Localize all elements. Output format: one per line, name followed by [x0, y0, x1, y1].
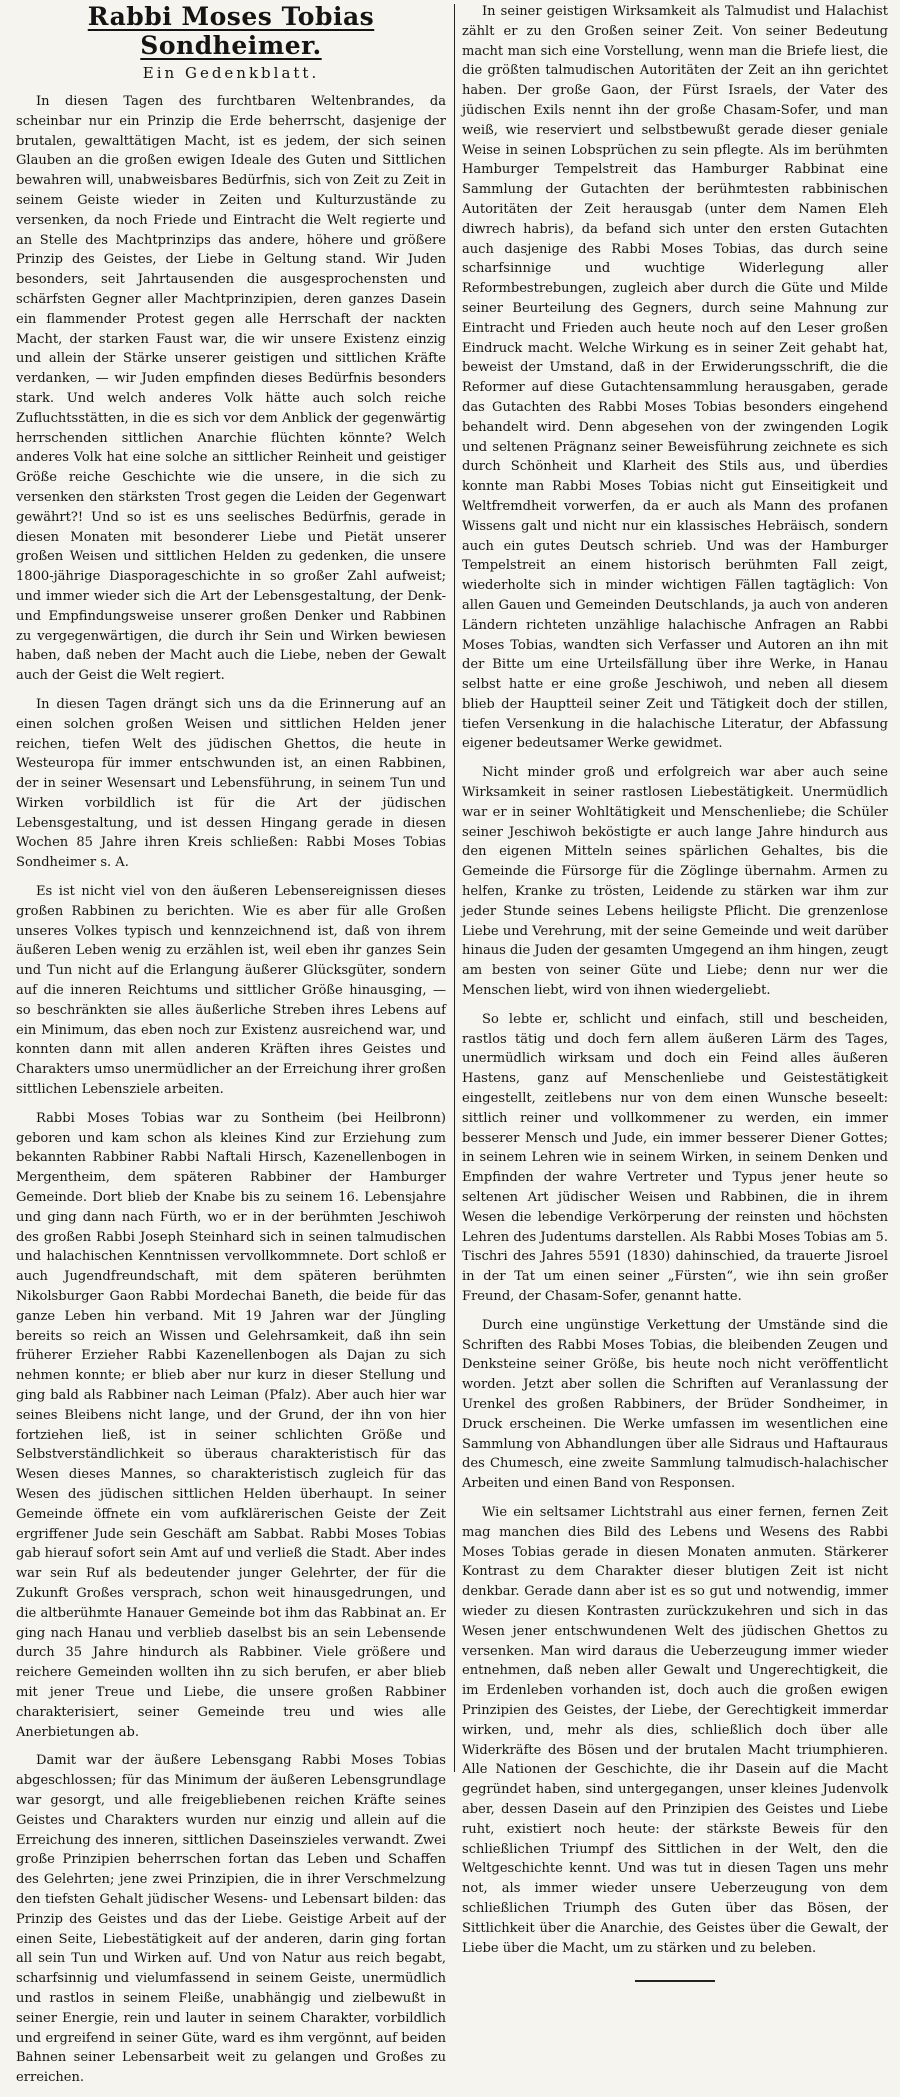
paragraph: Durch eine ungünstige Verkettung der Umstände sind die Schriften des Rabbi Moses Tobias, die bleibenden Zeugen und Denksteine seiner Größe, bis heute noch nicht veröffentlicht worden. Jetzt aber sollen die Schriften auf Veranlassung der Urenkel des großen Rabbiners, der Brüder Sondheimer, in Druck erscheinen. Die Werke umfassen im wesentlichen eine Sammlung von Abhandlungen über alle Sidraus und Haftauraus des Chumesch, eine zweite Sammlung talmudisch-halachischer Arbeiten und einen Band von Responsen.	[462, 1317, 888, 1492]
left-column-text	[16, 92, 446, 2088]
left-column	[16, 2, 446, 2097]
right-column-text	[462, 2, 888, 1958]
paragraph: Es ist nicht viel von den äußeren Lebensereignissen dieses großen Rabbinen zu berichten. Wie es aber für alle Großen unseres Volkes typisch und kennzeichnend ist, daß von ihrem äußeren Leben wenig zu erzählen ist, weil eben ihr ganzes Sein und Tun nicht auf die Erlangung äußerer Glücksgüter, sondern auf die inneren Reichtums und sittlicher Größe hinausging, — so beschränkten sie alles äußerliche Streben ihres Lebens auf ein Minimum, das eben noch zur Existenz ausreichend war, und konnten dann mit allen anderen Kräften ihres Geistes und Charakters umso unermüdlicher an der Erreichung ihrer großen sittlichen Lebensziele arbeiten.	[16, 884, 446, 1098]
article-subtitle: Ein Gedenkblatt.	[142, 64, 320, 82]
article-title: Rabbi Moses Tobias Sondheimer.	[87, 2, 375, 60]
right-column	[462, 2, 888, 1982]
end-rule	[635, 1980, 715, 1982]
paragraph: In diesen Tagen des furchtbaren Weltenbrandes, da scheinbar nur ein Prinzip die Erde beherrscht, dasjenige der brutalen, gewalttätigen Macht, ist es jedem, der sich seinen Glauben an die großen ewigen Ideale des Guten und Sittlichen bewahren will, unabweisbares Bedürfnis, sich von Zeit zu Zeit in seinem Geiste wieder in Zeiten und Kulturzustände zu versenken, da noch Friede und Eintracht die Welt regierte und an Stelle des Machtprinzips das andere, höhere und größere Prinzip des Geistes, der Liebe in Geltung stand. Wir Juden besonders, seit Jahrtausenden die ausgesprochensten und schärfsten Gegner aller Machtprinzipien, deren ganzes Dasein ein flammender Protest gegen alle Herrschaft der nackten Macht, der starken Faust war, die wir unsere Existenz einzig und allein der Stärke unserer geistigen und sittlichen Kräfte verdanken, — wir Juden empfinden dieses Bedürfnis besonders stark. Und welch anderes Volk hätte auch solch reiche Zufluchtsstätten, in die es sich vor dem Anblick der gegenwärtig herrschenden sittlichen Anarchie flüchten könnte? Welch anderes Volk hat eine solche an sittlicher Reinheit und geistiger Größe reiche Geschichte wie die unsere, in die sich zu versenken den stärksten Trost gegen die Leiden der Gegenwart gewährt?! Und so ist es uns seelisches Bedürfnis, gerade in diesen Monaten mit besonderer Liebe und Pietät unserer großen Weisen und sittlichen Helden zu gedenken, die unsere 1800-jährige Diasporageschichte in so großer Zahl aufweist; und immer wieder sich die Art der Lebensgestaltung, der Denk- und Empfindungsweise unserer großen Denker und Rabbinen zu vergegenwärtigen, die durch ihr Sein und Wirken bewiesen haben, daß neben der Macht auch die Liebe, neben der Gewalt auch der Geist die Welt regiert.	[16, 94, 446, 684]
paragraph: Rabbi Moses Tobias war zu Sontheim (bei Heilbronn) geboren und kam schon als kleines Kind zur Erziehung zum bekannten Rabbiner Rabbi Naftali Hirsch, Kazenellenbogen in Mergentheim, dem späteren Rabbiner der Hamburger Gemeinde. Dort blieb der Knabe bis zu seinem 16. Lebensjahre und ging dann nach Fürth, wo er in der berühmten Jeschiwoh des großen Rabbi Joseph Steinhard sich in seinen talmudischen und halachischen Kenntnissen vervollkommnete. Dort schloß er auch Jugendfreundschaft, mit dem späteren berühmten Nikolsburger Gaon Rabbi Mordechai Baneth, die beide für das ganze Leben hin verband. Mit 19 Jahren war der Jüngling bereits so reich an Wissen und Gelehrsamkeit, daß ihn sein früherer Erzieher Rabbi Kazenellenbogen als Dajan zu sich nehmen konnte; er blieb aber nur kurz in dieser Stellung und ging bald als Rabbiner nach Leiman (Pfalz). Aber auch hier war seines Bleibens nicht lange, und der Grund, der ihn von hier fortziehen ließ, ist in seiner schlichten Größe und Selbstverständlichkeit so überaus charakteristisch für das Wesen dieses Mannes, so charakteristisch zugleich für das Wesen des jüdischen sittlichen Helden überhaupt. In seiner Gemeinde öffnete ein vom aufklärerischen Geiste der Zeit ergriffener Jude sein Geschäft am Sabbat. Rabbi Moses Tobias gab hierauf sofort sein Amt auf und verließ die Stadt. Aber indes war sein Ruf als bedeutender junger Gelehrter, der für die Zukunft Großes versprach, schon weit hinausgedrungen, und die altberühmte Hanauer Gemeinde bot ihm das Rabbinat an. Er ging nach Hanau und verblieb daselbst bis an sein Lebensende durch 35 Jahre hindurch als Rabbiner. Viele größere und reichere Gemeinden wollten ihn zu sich berufen, er aber blieb mit jener Treue und Liebe, die unsere großen Rabbiner charakterisiert, seiner Gemeinde treu und wies alle Anerbietungen ab.	[16, 1110, 446, 1740]
column-divider	[454, 4, 455, 1772]
paragraph: Nicht minder groß und erfolgreich war aber auch seine Wirksamkeit in seiner rastlosen Liebestätigkeit. Unermüdlich war er in seiner Wohltätigkeit und Menschenliebe; die Schüler seiner Jeschiwoh beköstigte er auch lange Jahre hindurch aus den eigenen Mitteln seines spärlichen Gehaltes, bis die Gemeinde die Fürsorge für die Zöglinge übernahm. Armen zu helfen, Kranke zu trösten, Leidende zu stärken war ihm zur jeder Stunde seines Lebens heiligste Pflicht. Die grenzenlose Liebe und Verehrung, mit der seine Gemeinde und weit darüber hinaus die Juden der gesamten Umgegend an ihm hingen, zeugt am besten von seiner Güte und Liebe; denn nur wer die Menschen liebt, wird von ihnen wiedergeliebt.	[462, 765, 888, 999]
paragraph: Wie ein seltsamer Lichtstrahl aus einer fernen, fernen Zeit mag manchen dies Bild des Lebens und Wesens des Rabbi Moses Tobias gerade in diesen Monaten anmuten. Stärkerer Kontrast zu dem Charakter dieser blutigen Zeit ist nicht denkbar. Gerade dann aber ist es so gut und notwendig, immer wieder zu diesen Kontrasten zurückzukehren und sich in das Wesen jener entschwundenen Welt des jüdischen Ghettos zu versenken. Man wird daraus die Ueberzeugung immer wieder entnehmen, daß neben aller Gewalt und Ungerechtigkeit, die im Erdenleben vorhanden ist, doch auch die großen ewigen Prinzipien des Geistes, der Liebe, der Gerechtigkeit immerdar wirken, und, mehr als dies, schließlich doch über alle Widerkräfte des Bösen und der brutalen Macht triumphieren. Alle Nationen der Geschichte, die ihr Dasein auf die Macht gegründet haben, sind untergegangen, unser kleines Judenvolk aber, dessen Dasein auf den Prinzipien des Geistes und Liebe ruht, existiert noch heute: der stärkste Beweis für den schließlichen Triumpf des Sittlichen in der Welt, den die Weltgeschichte kennt. Und was tut in diesen Tagen uns mehr not, als immer wieder unsere Ueberzeugung von dem schließlichen Triumph des Guten über das Bösen, der Sittlichkeit über die Anarchie, des Geistes über die Gewalt, der Liebe über die Macht, um zu stärken und zu beleben.	[462, 1504, 888, 1956]
paragraph: In diesen Tagen drängt sich uns da die Erinnerung auf an einen solchen großen Weisen und sittlichen Helden jener reichen, tiefen Welt des jüdischen Ghettos, die heute in Westeuropa für immer entschwunden ist, an einen Rabbinen, der in seiner Wesensart und Lebensführung, in seinem Tun und Wirken vorbildlich ist für die Art der jüdischen Lebensgestaltung, und ist dessen Hingang gerade in diesen Wochen 85 Jahre ihren Kreis schließen: Rabbi Moses Tobias Sondheimer s. A.	[16, 696, 446, 871]
paragraph: So lebte er, schlicht und einfach, still und bescheiden, rastlos tätig und doch fern allem äußeren Lärm des Tages, unermüdlich wirksam und doch ein Feind alles äußeren Hastens, ganz auf Menschenliebe und Geistestätigkeit eingestellt, zeitlebens nur von dem einen Wunsche beseelt: sittlich reiner und vollkommener zu werden, ein immer besserer Mensch und Jude, ein immer besserer Diener Gottes; in seinem Lehren wie in seinem Wirken, in seinem Denken und Empfinden der wahre Vertreter und Typus jener heute so seltenen Art jüdischer Weisen und Rabbinen, die in ihrem Wesen die lebendige Verkörperung der reinsten und höchsten Lehren des Judentums darstellen. Als Rabbi Moses Tobias am 5. Tischri des Jahres 5591 (1830) dahinschied, da trauerte Jisroel in der Tat um einen seiner „Fürsten“, wie ihn sein großer Freund, der Chasam-Sofer, genannt hatte.	[462, 1011, 888, 1304]
paragraph: Damit war der äußere Lebensgang Rabbi Moses Tobias abgeschlossen; für das Minimum der äußeren Lebensgrundlage war gesorgt, und alle freigebliebenen reichen Kräfte seines Geistes und Charakters wurden nur einzig und allein auf die Erreichung des inneren, sittlichen Daseinszieles verwandt. Zwei große Prinzipien beherrschen fortan das Leben und Schaffen des Gelehrten; jene zwei Prinzipien, die in ihrer Verschmelzung den tiefsten Gehalt jüdischer Wesens- und Lebensart bilden: das Prinzip des Geistes und das der Liebe. Geistige Arbeit auf der einen Seite, Liebestätigkeit auf der anderen, darin ging fortan all sein Tun und Wirken auf. Und von Natur aus reich begabt, scharfsinnig und vielumfassend in seinem Geiste, unermüdlich und rastlos in seinem Fleiße, unabhängig und zielbewußt in seiner Energie, rein und lauter in seinem Charakter, vorbildlich und ergreifend in seiner Güte, ward es ihm vergönnt, auf beiden Bahnen seiner Lebensarbeit weit zu gelangen und Großes zu erreichen.	[16, 1753, 446, 2086]
paragraph: In seiner geistigen Wirksamkeit als Talmudist und Halachist zählt er zu den Großen seiner Zeit. Von seiner Bedeutung macht man sich eine Vorstellung, wenn man die Briefe liest, die die größten talmudischen Autoritäten der Zeit an ihn gerichtet haben. Der große Gaon, der Fürst Israels, der Vater des jüdischen Exils nennt ihn der große Chasam-Sofer, und man weiß, wie reserviert und selbstbewußt gerade dieser geniale Weise in seinen Lobsprüchen zu sein pflegte. Als im berühmten Hamburger Tempelstreit das Hamburger Rabbinat eine Sammlung der Gutachten der berühmtesten rabbinischen Autoritäten der Zeit herausgab (unter dem Namen Eleh diwrech habris), da befand sich unter den ersten Gutachten auch dasjenige des Rabbi Moses Tobias, das durch seine scharfsinnige und wuchtige Widerlegung aller Reformbestrebungen, zugleich aber durch die Güte und Milde seiner Beurteilung des Gegners, durch seine Mahnung zur Eintracht und Frieden auch heute noch auf den Leser großen Eindruck macht. Welche Wirkung es in seiner Zeit gehabt hat, beweist der Umstand, daß in der Erwiderungsschrift, die die Reformer auf diese Gutachtensammlung herausgaben, gerade das Gutachten des Rabbi Moses Tobias besonders eingehend behandelt wird. Denn abgesehen von der zwingenden Logik und seltenen Prägnanz seiner Beweisführung zeichnete es sich durch Schönheit und Klarheit des Stils aus, und überdies konnte man Rabbi Moses Tobias nicht gut Einseitigkeit und Weltfremdheit vorwerfen, da er auch als Mann des profanen Wissens galt und nicht nur ein klassisches Hebräisch, sondern auch ein gutes Deutsch schrieb. Und was der Hamburger Tempelstreit an einem historisch berühmten Fall zeigt, wiederholte sich in minder wichtigen Fällen tagtäglich: Von allen Gauen und Gemeinden Deutschlands, ja auch von anderen Ländern richteten unzählige halachische Anfragen an Rabbi Moses Tobias, wandten sich Verfasser und Autoren an ihn mit der Bitte um eine Urteilsfällung über ihre Werke, in Hanau selbst hatte er eine große Jeschiwoh, und neben all diesem blieb der Hauptteil seiner Zeit und Tätigkeit doch der stillen, tiefen Versenkung in die halachische Literatur, der Abfassung eigener bedeutsamer Werke gewidmet.	[462, 4, 888, 752]
